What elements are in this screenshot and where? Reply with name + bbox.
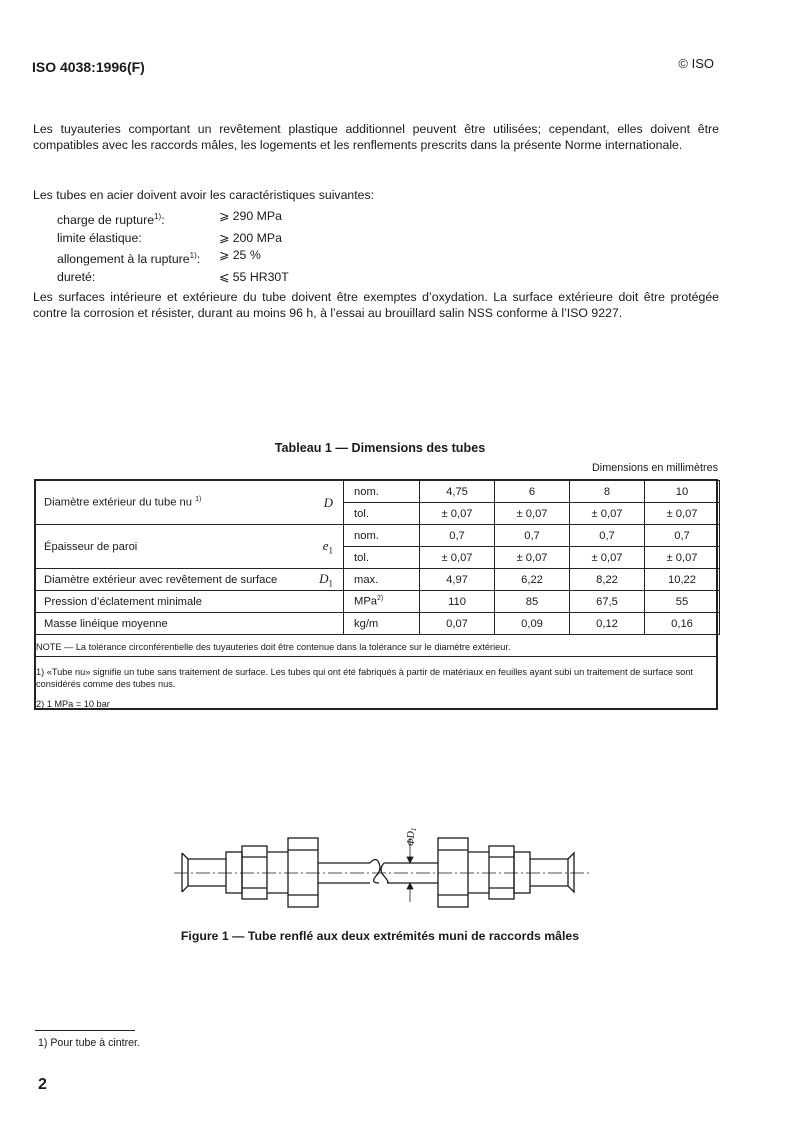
page-number: 2: [38, 1076, 47, 1093]
table-cell: 67,5: [570, 591, 645, 613]
row-label: Masse linéique moyenne: [36, 613, 344, 635]
paragraph-characteristics-intro: Les tubes en acier doivent avoir les caractéristiques suivantes:: [33, 188, 375, 202]
table-cell: ± 0,07: [645, 503, 720, 525]
dimensions-table: [35, 480, 720, 635]
row-qualifier: tol.: [344, 503, 420, 525]
table-cell: ± 0,07: [645, 547, 720, 569]
page-footnote: 1) Pour tube à cintrer.: [38, 1037, 140, 1049]
property-row: [57, 230, 289, 248]
row-unit: MPa$^{2)}$: [344, 591, 420, 613]
table-cell: 0,7: [420, 525, 495, 547]
table-cell: 0,7: [495, 525, 570, 547]
property-row: [57, 208, 289, 230]
table-footnote-1: 1) «Tube nu» signifie un tube sans traitement de surface. Les tubes qui ont été fabriqués à partir de matériaux en feuilles ayant subi un traitement de surface sont considérés comme des tubes nus.: [36, 667, 693, 689]
table-row: [36, 525, 720, 547]
table-title: Tableau 1 — Dimensions des tubes: [274, 441, 486, 455]
paragraph-coating: Les tuyauteries comportant un revêtement plastique additionnel peuvent être utilisées; cependant, elles doivent être compatibles avec les raccords mâles, les logements et les renflements prescrits dans la présente Norme internationale.: [33, 122, 719, 152]
table-cell: ± 0,07: [420, 503, 495, 525]
table-row: [36, 591, 720, 613]
copyright-mark: © ISO: [678, 56, 714, 71]
table-cell: 6,22: [495, 569, 570, 591]
property-label: charge de rupture: [57, 213, 155, 228]
table-cell: 0,7: [570, 525, 645, 547]
property-label: limite élastique:: [57, 230, 142, 245]
table-cell: ± 0,07: [420, 547, 495, 569]
footnote-ref: 1): [189, 251, 197, 261]
table-row: [36, 569, 720, 591]
row-symbol: $e_1$: [314, 525, 344, 569]
figure-caption: Figure 1 — Tube renflé aux deux extrémités muni de raccords mâles: [180, 929, 580, 943]
footnote-ref: 1): [154, 212, 162, 221]
property-value: ⩽ 55 HR30T: [219, 269, 289, 284]
footnote-rule: [35, 1030, 135, 1031]
table-cell: 10: [645, 481, 720, 503]
row-qualifier: nom.: [344, 525, 420, 547]
table-cell: 0,7: [645, 525, 720, 547]
table-cell: ± 0,07: [495, 547, 570, 569]
table-units-note: Dimensions en millimètres: [592, 462, 718, 474]
row-label: Diamètre extérieur avec revêtement de surface: [36, 569, 314, 591]
property-row: [57, 247, 289, 269]
table-cell: 10,22: [645, 569, 720, 591]
table-cell: 0,12: [570, 613, 645, 635]
table-note: NOTE — La tolérance circonférentielle des tuyauteries doit être contenue dans la tolérance sur le diamètre extérieur.: [36, 642, 511, 652]
property-value: ⩾ 290 MPa: [219, 209, 282, 223]
table-cell: 0,07: [420, 613, 495, 635]
table-cell: 6: [495, 481, 570, 503]
table-footnote-2: 2) 1 MPa = 10 bar: [36, 699, 110, 709]
paragraph-corrosion: Les surfaces intérieure et extérieure du tube doivent être exemptes d’oxydation. La surface extérieure doit être protégée contre la corrosion et résister, durant au moins 96 h, à l’essai au brouillard salin NSS conforme à l’ISO 9227.: [33, 290, 719, 320]
property-colon: :: [161, 213, 165, 228]
table-cell: 110: [420, 591, 495, 613]
table-cell: 85: [495, 591, 570, 613]
table-cell: 55: [645, 591, 720, 613]
row-symbol: D: [314, 481, 344, 525]
dimension-label: $\Phi D_1$: [406, 827, 418, 846]
row-label: Épaisseur de paroi: [36, 525, 314, 569]
table-cell: 8,22: [570, 569, 645, 591]
property-colon: :: [196, 252, 201, 267]
table-cell: 0,16: [645, 613, 720, 635]
table-cell: 4,75: [420, 481, 495, 503]
property-row: [57, 269, 289, 287]
row-label: Diamètre extérieur du tube nu $^{1)}$: [36, 481, 314, 525]
properties-list: [57, 208, 289, 286]
table-cell: 4,97: [420, 569, 495, 591]
property-value: ⩾ 25 %: [219, 248, 261, 263]
property-label: allongement à la rupture: [57, 252, 190, 267]
row-qualifier: tol.: [344, 547, 420, 569]
row-label: Pression d’éclatement minimale: [36, 591, 344, 613]
table-cell: ± 0,07: [570, 547, 645, 569]
tube-drawing: [170, 810, 600, 920]
note-divider: [35, 656, 718, 657]
row-unit: max.: [344, 569, 420, 591]
row-qualifier: nom.: [344, 481, 420, 503]
property-value: ⩾ 200 MPa: [219, 230, 282, 245]
table-cell: 0,09: [495, 613, 570, 635]
table-cell: ± 0,07: [570, 503, 645, 525]
property-label: dureté:: [57, 269, 96, 284]
table-cell: 8: [570, 481, 645, 503]
row-unit: kg/m: [344, 613, 420, 635]
table-row: [36, 481, 720, 503]
standard-reference: ISO 4038:1996(F): [32, 59, 145, 75]
table-cell: ± 0,07: [495, 503, 570, 525]
row-symbol: $D_1$: [314, 569, 344, 591]
table-row: [36, 613, 720, 635]
